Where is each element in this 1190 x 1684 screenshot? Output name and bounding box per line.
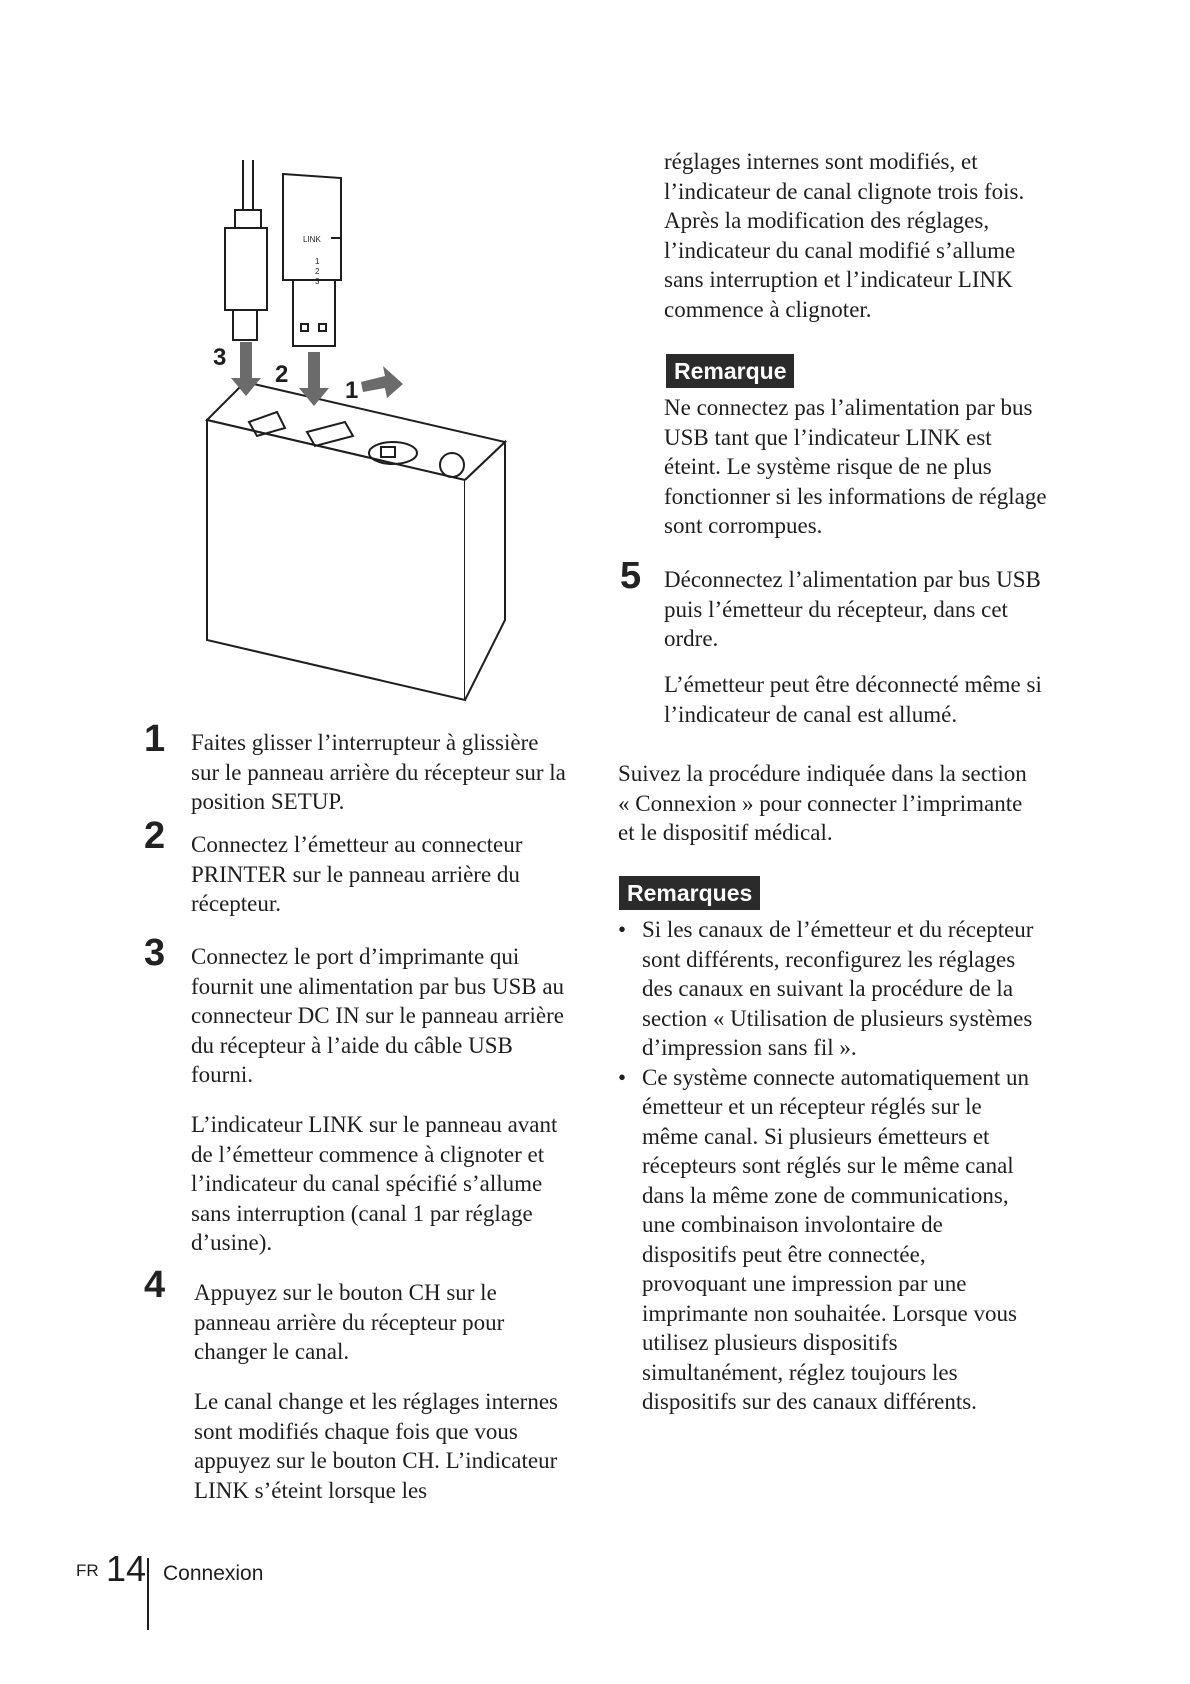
receiver-box: [207, 382, 505, 700]
step-3-note: L’indicateur LINK sur le panneau avant de l’émetteur commence à clignoter et l’indicateur du canal spécifié s’allume sans interruption (canal 1 par réglage d’usine).: [191, 1112, 558, 1255]
continued-text: réglages internes sont modifiés, et l’indicateur de canal clignote trois fois. Après la modification des réglages, l’indicateur du canal modifié s’allume sans interruption et l’indicateur LINK commence à clignoter.: [664, 149, 1025, 322]
bullet-icon: •: [618, 1064, 627, 1090]
step-3-text: Connectez le port d’imprimante qui fournit une alimentation par bus USB au connecteur DC IN sur le panneau arrière du récepteur à l’aide du câble USB fourni.: [191, 944, 565, 1087]
channel-label-3: 3: [315, 277, 320, 286]
step-4-number: 4: [144, 1264, 166, 1306]
remarque-text: Ne connectez pas l’alimentation par bus USB tant que l’indicateur LINK est éteint. Le système risque de ne plus fonctionner si les informations de réglage sont corrompues.: [664, 395, 1047, 538]
step-5-note: L’émetteur peut être déconnecté même si l’indicateur de canal est allumé.: [664, 672, 1042, 727]
transmitter: [283, 174, 341, 346]
step-2-number: 2: [144, 815, 166, 857]
step-5-number: 5: [620, 555, 642, 597]
bullet-icon: •: [618, 917, 627, 942]
remarques-title: Remarques: [619, 876, 760, 910]
channel-label-1: 1: [315, 257, 320, 266]
follow-instruction: Suivez la procédure indiquée dans la section « Connexion » pour connecter l’imprimante et le dispositif médical.: [618, 761, 1027, 845]
footer-divider: [147, 1558, 149, 1630]
callout-3: 3: [213, 344, 227, 371]
channel-label-2: 2: [315, 267, 320, 276]
remarques-heading: [619, 876, 760, 910]
link-label: LINK: [303, 235, 321, 244]
step-4-text: Appuyez sur le bouton CH sur le panneau arrière du récepteur pour changer le canal.: [194, 1280, 505, 1364]
callout-2: 2: [275, 361, 289, 388]
callout-1: 1: [345, 377, 359, 404]
receiver-setup-illustration: [195, 160, 515, 720]
step-4-note: Le canal change et les réglages internes sont modifiés chaque fois que vous appuyez sur le bouton CH. L’indicateur LINK s’éteint lorsque les: [194, 1389, 558, 1503]
remarques-item-text: Ce système connecte automatiquement un émetteur et un récepteur réglés sur le même canal. Si plusieurs émetteurs et récepteurs sont réglés sur le même canal dans la même zone de communications, une combinaison involontaire de dispositifs peut être connectée, provoquant une impression par une imprimante non souhaitée. Lorsque vous utilisez plusieurs dispositifs simultanément, réglez toujours les dispositifs sur des canaux différents.: [642, 1064, 1030, 1414]
step-5-text: Déconnectez l’alimentation par bus USB puis l’émetteur du récepteur, dans cet ordre.: [664, 567, 1041, 651]
remarque-heading: [666, 354, 794, 388]
footer-lang: FR: [76, 1561, 99, 1580]
remarque-title: Remarque: [666, 354, 794, 388]
footer-page-number: 14: [106, 1548, 147, 1589]
step-1-text: Faites glisser l’interrupteur à glissière sur le panneau arrière du récepteur sur la position SETUP.: [191, 730, 566, 814]
usb-cable: [225, 160, 267, 340]
step-2-text: Connectez l’émetteur au connecteur PRINTER sur le panneau arrière du récepteur.: [191, 832, 523, 916]
remarques-item-text: Si les canaux de l’émetteur et du récepteur sont différents, reconfigurez les réglages des canaux en suivant la procédure de la section « Utilisation de plusieurs systèmes d’impression sans fil ».: [642, 917, 1034, 1060]
remarques-item: [616, 1063, 1036, 1417]
step-1-number: 1: [144, 718, 166, 760]
step-3-number: 3: [144, 932, 166, 974]
footer-section: Connexion: [163, 1562, 264, 1585]
remarques-list: [616, 915, 1036, 1417]
remarques-item: [616, 915, 1036, 1063]
